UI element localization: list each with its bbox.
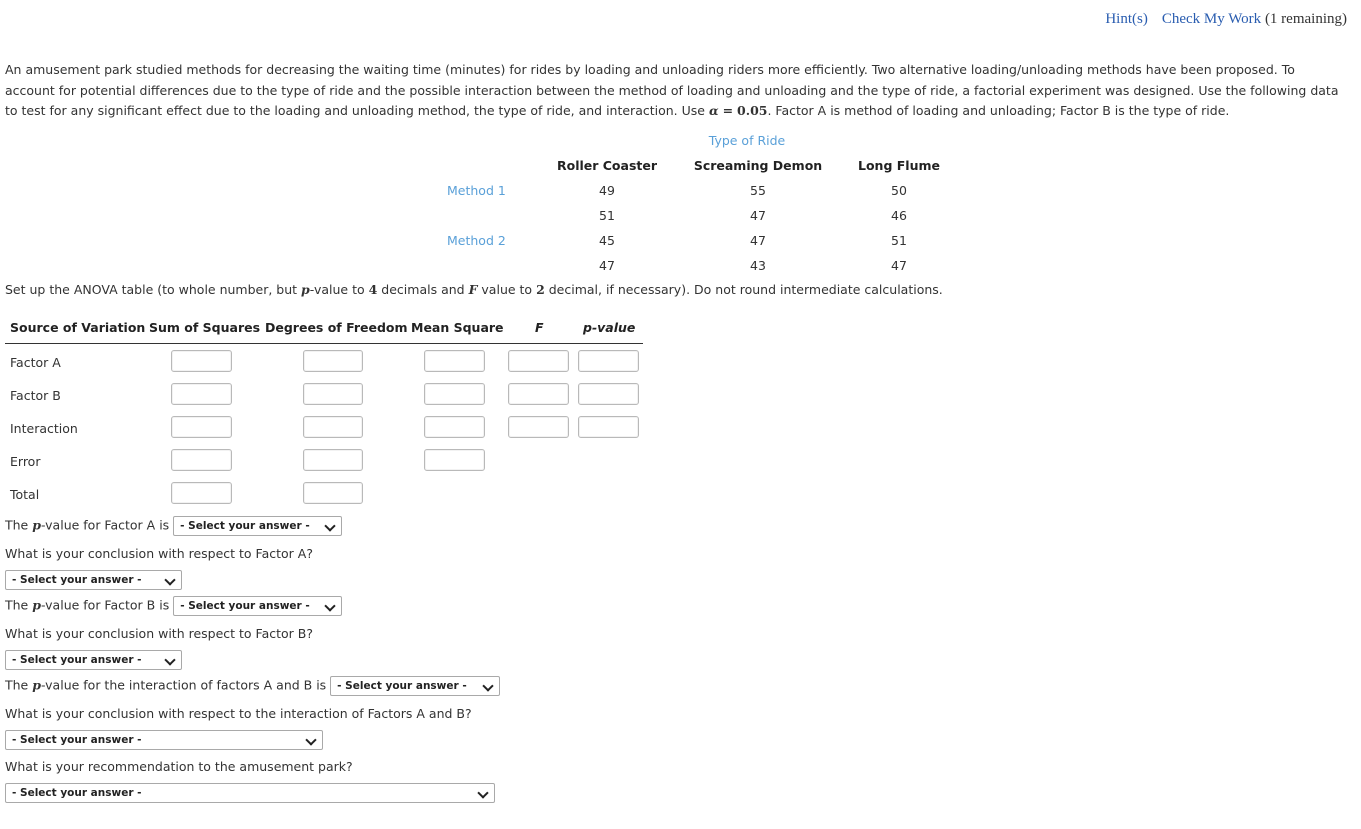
chevron-down-icon — [477, 787, 488, 798]
factor-b-pvalue-input[interactable] — [578, 383, 639, 405]
col-header-roller-coaster: Roller Coaster — [556, 158, 658, 173]
factor-a-pvalue-select[interactable] — [173, 516, 342, 536]
intro-text-2: . Factor A is method of loading and unloading; Factor B is the type of ride. — [767, 103, 1230, 119]
hint-link[interactable]: Hint(s) — [1105, 11, 1148, 27]
anova-row-factor-b: Factor B — [10, 388, 61, 403]
col-header-long-flume: Long Flume — [858, 158, 940, 173]
header-links — [1105, 11, 1347, 28]
question-conclusion-factor-a: What is your conclusion with respect to Factor A? — [5, 546, 313, 561]
conclusion-b-wrap — [5, 650, 182, 670]
header-divider — [5, 343, 643, 344]
setup-text: Set up the ANOVA table (to whole number, but — [5, 282, 302, 297]
setup-text: value to — [477, 282, 537, 297]
data-cell: 51 — [891, 233, 907, 248]
data-cell: 43 — [750, 258, 766, 273]
data-cell: 47 — [750, 208, 766, 223]
check-my-work-link[interactable]: Check My Work — [1161, 11, 1262, 27]
factor-b-df-input[interactable] — [303, 383, 363, 405]
data-cell: 50 — [891, 183, 907, 198]
select-value: - Select your answer - — [12, 654, 142, 666]
anova-header-pvalue: p-value — [583, 320, 636, 335]
error-ss-input[interactable] — [171, 449, 232, 471]
factor-b-conclusion-select[interactable] — [5, 650, 182, 670]
alpha-equals: = — [722, 103, 734, 119]
anova-row-factor-a: Factor A — [10, 355, 61, 370]
recommendation-select[interactable] — [5, 783, 495, 803]
interaction-conclusion-select[interactable] — [5, 730, 323, 750]
setup-text: -value to — [309, 282, 369, 297]
question-text: -value for the interaction of factors A and B is — [40, 677, 327, 693]
data-cell: 47 — [891, 258, 907, 273]
anova-row-interaction: Interaction — [10, 421, 78, 436]
type-of-ride-header: Type of Ride — [708, 133, 786, 148]
conclusion-a-wrap — [5, 570, 182, 590]
factor-a-df-input[interactable] — [303, 350, 363, 372]
interaction-ms-input[interactable] — [424, 416, 485, 438]
p-symbol: p — [301, 282, 310, 297]
error-df-input[interactable] — [303, 449, 363, 471]
interaction-ss-input[interactable] — [171, 416, 232, 438]
question-conclusion-factor-b: What is your conclusion with respect to Factor B? — [5, 626, 313, 641]
f-symbol: F — [468, 282, 478, 297]
question-conclusion-interaction: What is your conclusion with respect to the interaction of Factors A and B? — [5, 706, 472, 721]
select-value: - Select your answer - — [337, 680, 467, 692]
chevron-down-icon — [483, 680, 494, 691]
question-text: -value for Factor A is — [40, 517, 170, 533]
error-ms-input[interactable] — [424, 449, 485, 471]
factor-b-f-input[interactable] — [508, 383, 569, 405]
anova-instructions — [5, 282, 943, 297]
anova-row-error: Error — [10, 454, 41, 469]
interaction-pvalue-input[interactable] — [578, 416, 639, 438]
setup-text: decimal, if necessary). Do not round intermediate calculations. — [544, 282, 943, 297]
select-value: - Select your answer - — [180, 600, 310, 612]
select-value: - Select your answer - — [180, 520, 310, 532]
factor-b-ms-input[interactable] — [424, 383, 485, 405]
anova-header-ss: Sum of Squares — [149, 320, 261, 335]
question-text: The — [5, 517, 33, 533]
anova-header-ms: Mean Square — [411, 320, 504, 335]
chevron-down-icon — [164, 574, 175, 585]
factor-a-pvalue-input[interactable] — [578, 350, 639, 372]
question-pvalue-interaction — [5, 676, 500, 696]
row-label-method-1: Method 1 — [447, 183, 506, 198]
select-value: - Select your answer - — [12, 574, 142, 586]
question-text: -value for Factor B is — [40, 597, 170, 613]
factor-a-ss-input[interactable] — [171, 350, 232, 372]
setup-number: 4 — [368, 282, 378, 297]
conclusion-i-wrap — [5, 730, 323, 750]
problem-statement — [5, 60, 1345, 122]
question-pvalue-factor-b — [5, 596, 342, 616]
question-text: The — [5, 677, 33, 693]
factor-b-pvalue-select[interactable] — [173, 596, 342, 616]
anova-row-total: Total — [10, 487, 40, 502]
factor-b-ss-input[interactable] — [171, 383, 232, 405]
alpha-value: 0.05 — [737, 103, 768, 119]
anova-header-f: F — [535, 320, 544, 335]
data-cell: 45 — [599, 233, 615, 248]
alpha-symbol: α — [708, 103, 719, 119]
total-ss-input[interactable] — [171, 482, 232, 504]
data-cell: 55 — [750, 183, 766, 198]
data-cell: 47 — [750, 233, 766, 248]
chevron-down-icon — [325, 600, 336, 611]
anova-header-df: Degrees of Freedom — [265, 320, 408, 335]
recommendation-wrap — [5, 783, 495, 803]
col-header-screaming-demon: Screaming Demon — [693, 158, 823, 173]
interaction-pvalue-select[interactable] — [330, 676, 500, 696]
anova-header-source: Source of Variation — [10, 320, 146, 335]
remaining-count: (1 remaining) — [1264, 11, 1347, 27]
chevron-down-icon — [305, 734, 316, 745]
total-df-input[interactable] — [303, 482, 363, 504]
question-pvalue-factor-a — [5, 516, 342, 536]
intro-text: An amusement park studied methods for decreasing the waiting time (minutes) for rides by loading and unloading riders more efficiently. Two alternative loading/unloading methods have been proposed. To account for potential differences due to the type of ride and the possible interaction between the method of loading and unloading and the type of ride, a factorial experiment was designed. Use the following data to test for any significant effect due to the loading and unloading method, the type of ride, and interaction. Use — [5, 62, 1339, 119]
select-value: - Select your answer - — [12, 787, 142, 799]
setup-number: 2 — [536, 282, 545, 297]
interaction-df-input[interactable] — [303, 416, 363, 438]
p-symbol: p — [32, 597, 41, 613]
data-cell: 51 — [599, 208, 615, 223]
data-cell: 46 — [891, 208, 907, 223]
p-symbol: p — [32, 677, 41, 693]
select-value: - Select your answer - — [12, 734, 142, 746]
question-text: The — [5, 597, 33, 613]
factor-a-ms-input[interactable] — [424, 350, 485, 372]
interaction-f-input[interactable] — [508, 416, 569, 438]
factor-a-conclusion-select[interactable] — [5, 570, 182, 590]
setup-text: decimals and — [377, 282, 469, 297]
question-recommendation: What is your recommendation to the amusement park? — [5, 759, 353, 774]
row-label-method-2: Method 2 — [447, 233, 506, 248]
p-symbol: p — [32, 517, 41, 533]
chevron-down-icon — [164, 654, 175, 665]
data-cell: 47 — [599, 258, 615, 273]
factor-a-f-input[interactable] — [508, 350, 569, 372]
chevron-down-icon — [325, 520, 336, 531]
data-cell: 49 — [599, 183, 615, 198]
